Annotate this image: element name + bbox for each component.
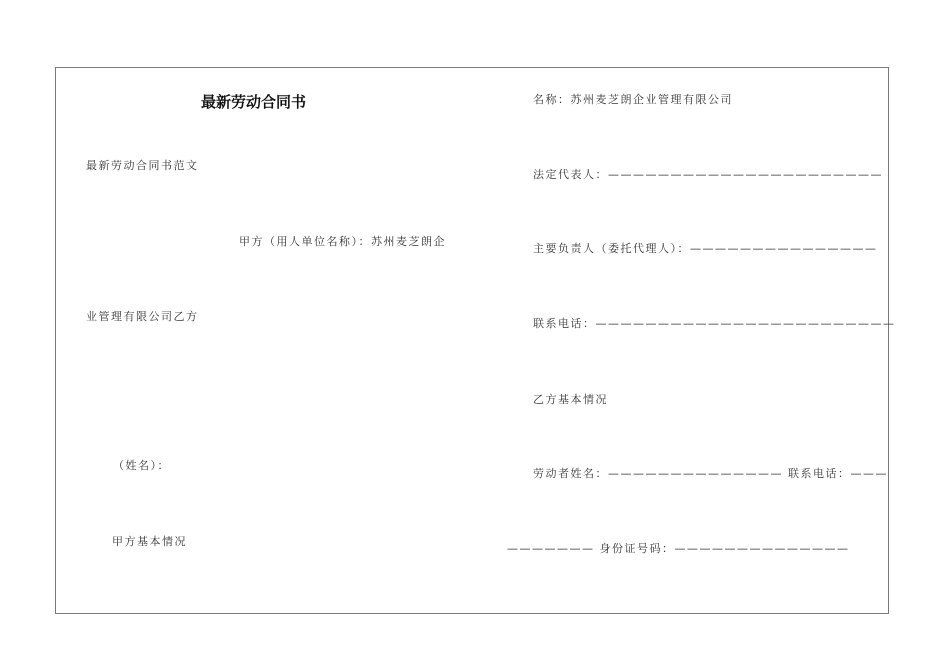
principal-field: 主要负责人（委托代理人）：——————————————— (533, 242, 878, 255)
id-number-field: ——————— 身份证号码：—————————————— (507, 542, 850, 555)
document-frame (55, 67, 889, 614)
legal-representative-field: 法定代表人：—————————————————————— (533, 168, 883, 181)
party-a-name-line1: 甲方（用人单位名称）：苏州麦芝朗企 (239, 235, 446, 248)
worker-name-field: 劳动者姓名：—————————————— 联系电话：——— (533, 467, 888, 480)
document-title: 最新劳动合同书 (201, 93, 307, 111)
party-a-basic-heading: 甲方基本情况 (112, 535, 187, 548)
contact-phone-field: 联系电话：———————————————————————— (533, 317, 896, 330)
document-subtitle: 最新劳动合同书范文 (86, 159, 199, 172)
party-a-name-line2: 业管理有限公司乙方 (86, 310, 199, 323)
party-b-name-label: （姓名）： (113, 459, 170, 472)
company-name-field: 名称：苏州麦芝朗企业管理有限公司 (533, 93, 733, 106)
party-b-basic-heading: 乙方基本情况 (533, 393, 608, 406)
